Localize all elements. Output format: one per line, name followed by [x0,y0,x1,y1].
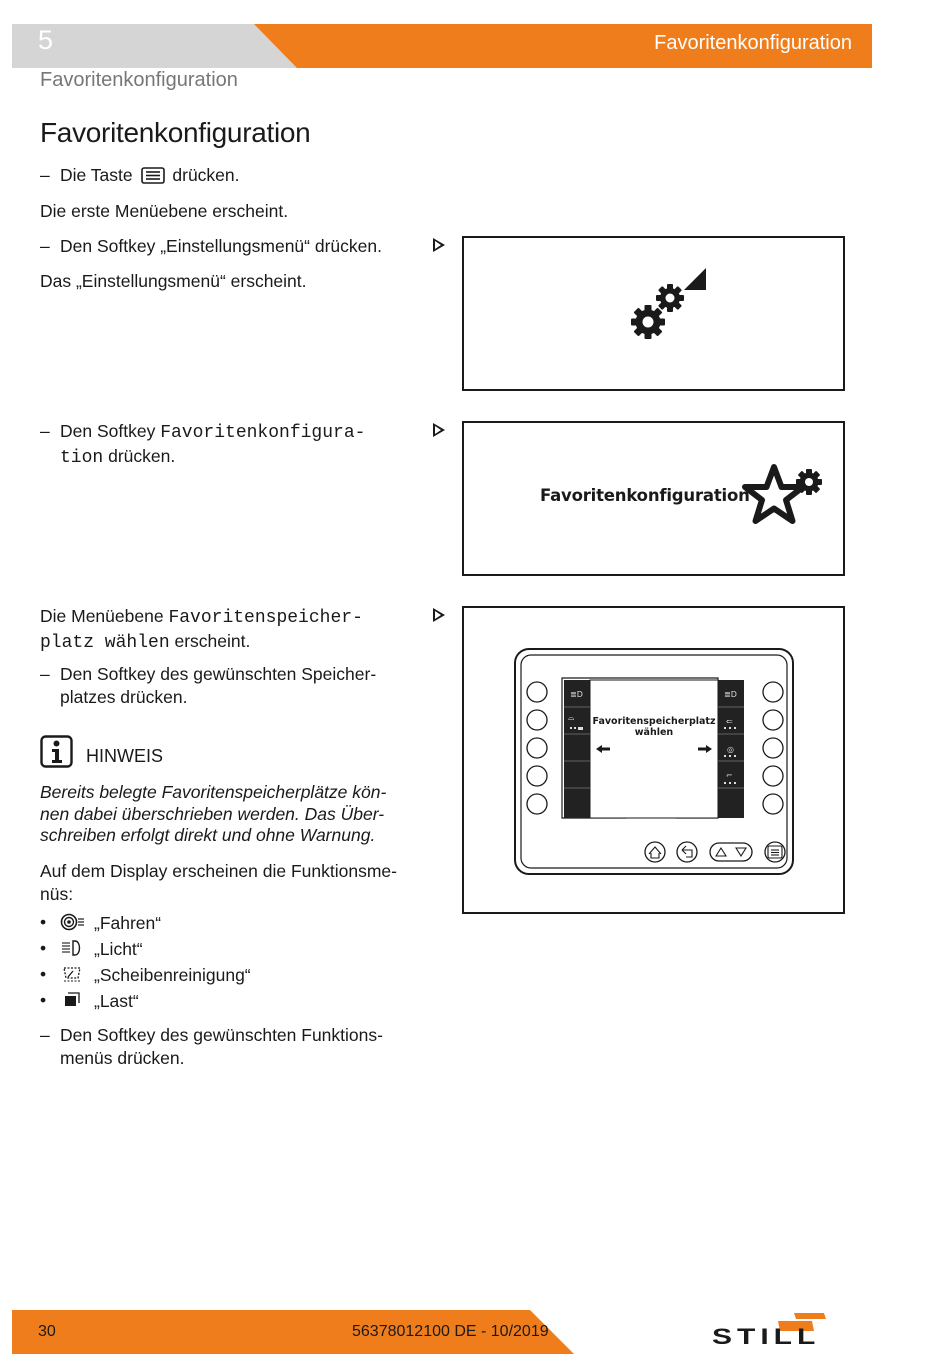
result-text: Das „Einstellungsmenü“ erscheint. [40,271,307,291]
softkey-label: Favoritenkonfiguration [540,486,750,505]
softkey-name-cont: tion [60,448,104,468]
svg-text:≣D: ≣D [570,690,583,699]
header-section-label: Favoritenkonfiguration [654,32,852,54]
note-text [40,782,386,847]
svg-text:⌓: ⌓ [568,713,575,722]
step-text-b: drücken. [108,446,176,466]
page-title: Favoritenkonfiguration [40,117,311,148]
note-line2: nen dabei überschrieben werden. Das Über- [40,803,385,824]
document-code: 56378012100 DE - 10/2019 [352,1323,549,1340]
step-text-b: drücken. [172,165,240,185]
step-text-a: Die Taste [60,165,133,185]
step-dash: – [40,421,50,441]
figure-pointer-icon [433,238,445,252]
favorites-settings-icon [742,461,832,537]
menu-level-name-cont: platz wählen [40,633,170,653]
light-icon [60,939,84,962]
wiper-icon [60,964,84,989]
result-text-b: erscheint. [174,631,251,651]
step-text [60,1024,383,1070]
load-icon [62,991,82,1014]
figure-display-unit [462,606,845,914]
info-icon [40,735,73,773]
header-subtitle: Favoritenkonfiguration [40,69,238,91]
brand-logo: STILL [712,1324,821,1350]
screen-caption [590,716,718,738]
note-line3: schreiben erfolgt direkt und ohne Warnung. [40,825,376,845]
settings-gears-icon [622,264,712,344]
display-intro [40,860,397,906]
page-number: 30 [38,1323,56,1340]
screen-caption-line1: Favoritenspeicherplatz [592,716,716,727]
menu-label-wiper: „Scheibenreinigung“ [94,965,251,985]
step-dash: – [40,165,50,185]
step-text-a: Den Softkey [60,421,156,441]
list-bullet: • [40,912,47,932]
screen-caption-line2: wählen [634,727,674,738]
list-bullet: • [40,990,47,1010]
softkey-name: Favoritenkonfigura- [160,423,366,443]
menu-label-light: „Licht“ [94,939,143,959]
step-text-line1: Den Softkey des gewünschten Speicher- [60,664,377,684]
figure-pointer-icon [433,423,445,437]
menu-label-drive: „Fahren“ [94,913,162,933]
list-bullet: • [40,938,47,958]
display-unit-drawing [464,608,843,912]
figure-favorites-softkey [462,421,845,576]
step-dash: – [40,664,50,684]
result-text [40,605,363,655]
svg-text:⌐: ⌐ [726,771,733,780]
result-text: Die erste Menüebene erscheint. [40,201,289,221]
step-dash: – [40,236,50,256]
final-step-line1: Den Softkey des gewünschten Funktions- [60,1025,383,1045]
menu-label-load: „Last“ [94,991,139,1011]
note-heading: HINWEIS [86,746,164,766]
step-text: Den Softkey „Einstellungsmenü“ drücken. [60,236,382,256]
menu-level-name: Favoritenspeicher- [168,608,363,628]
display-intro-line2: nüs: [40,884,74,904]
chapter-number: 5 [38,25,54,55]
drive-icon [60,913,86,936]
figure-pointer-icon [433,608,445,622]
result-text-a: Die Menüebene [40,606,164,626]
step-text [60,420,365,470]
final-step-line2: menüs drücken. [60,1048,185,1068]
list-bullet: • [40,964,47,984]
svg-text:◎: ◎ [727,745,734,754]
step-text [60,164,240,190]
menu-key-icon [141,167,165,190]
step-text-line2: platzes drücken. [60,687,188,707]
svg-text:≣D: ≣D [724,690,737,699]
figure-settings-softkey [462,236,845,391]
step-dash: – [40,1025,50,1045]
display-intro-line1: Auf dem Display erscheinen die Funktionsme- [40,861,397,881]
note-line1: Bereits belegte Favoritenspeicherplätze kön- [40,782,387,802]
step-text [60,663,376,709]
svg-text:⇐: ⇐ [726,717,733,726]
